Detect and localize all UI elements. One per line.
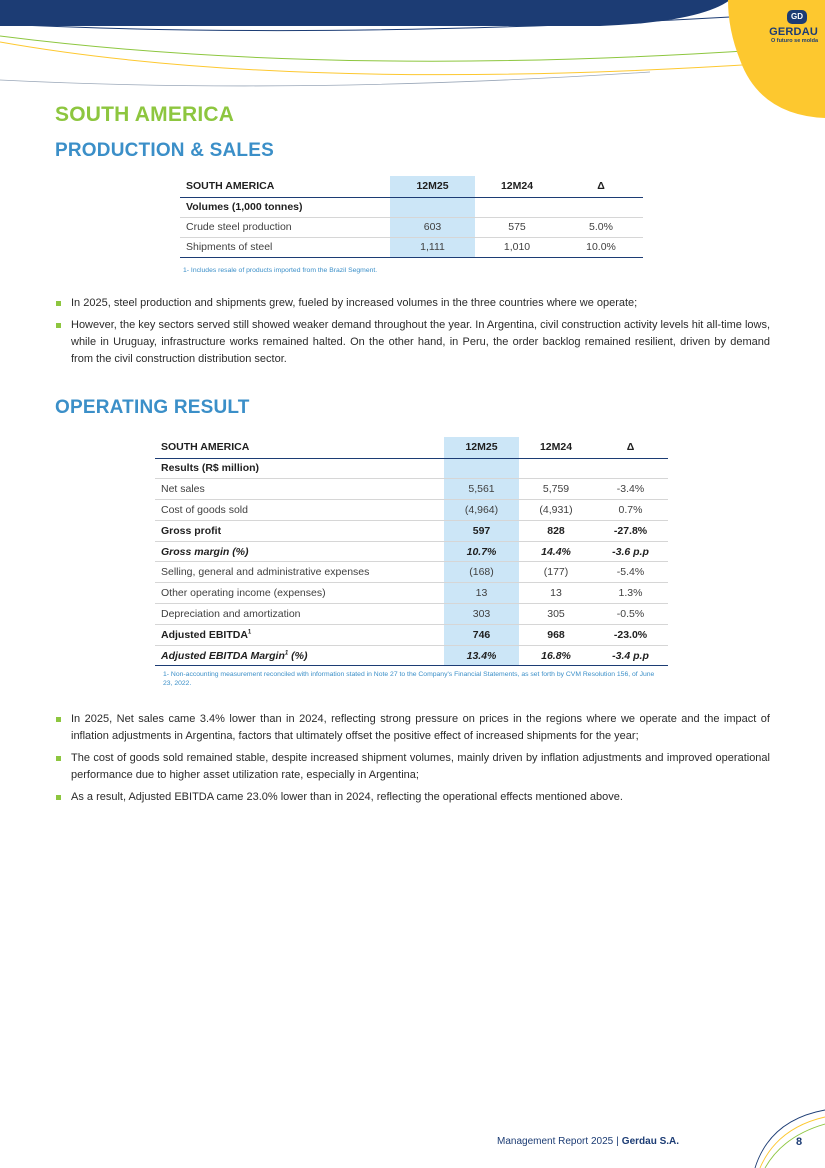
cell-12m25: 303 <box>444 604 519 625</box>
operating-heading: OPERATING RESULT <box>55 397 250 418</box>
group-label: Volumes (1,000 tonnes) <box>180 197 390 217</box>
column-header: 12M25 <box>444 437 519 458</box>
footnote-marker: 1 <box>284 650 289 657</box>
table-row <box>180 217 643 237</box>
column-header: Δ <box>593 437 668 458</box>
row-label: Crude steel production <box>180 217 390 237</box>
cell-12m25: 603 <box>390 217 475 237</box>
bullet-item: In 2025, Net sales came 3.4% lower than in 2024, reflecting strong pressure on prices in the regions where we operate and the impact of inflation adjustments in Argentina, factors that ultimately offset the positive effect of increased shipments for the year; <box>55 711 770 745</box>
row-label: Depreciation and amortization <box>155 604 444 625</box>
table-row <box>155 479 668 500</box>
table-row <box>155 604 668 625</box>
bullet-item: The cost of goods sold remained stable, despite increased shipment volumes, mainly driven by inflation adjustments and improved operational performance due to higher asset utilization rate, especially in Argentina; <box>55 750 770 784</box>
cell-delta: 1.3% <box>593 583 668 604</box>
cell-12m24: 16.8% <box>519 645 593 666</box>
table-group-row <box>155 458 668 479</box>
row-label: Gross profit <box>155 520 444 541</box>
logo-mark-icon: GD <box>787 10 807 24</box>
table-header-row <box>155 437 668 458</box>
cell-delta: -3.4% <box>593 479 668 500</box>
operating-footnote: 1- Non-accounting measurement reconciled with information stated in Note 27 to the Company's Financial Statements, as set forth by CVM Resolution 156, of June 23, 2022. <box>163 671 655 687</box>
column-header: 12M24 <box>519 437 593 458</box>
bullet-icon <box>56 795 61 800</box>
column-header: Δ <box>559 176 643 197</box>
production-footnote: 1- Includes resale of products imported from the Brazil Segment. <box>183 267 378 274</box>
table-row <box>155 624 668 645</box>
table-row <box>155 562 668 583</box>
table-row <box>155 500 668 521</box>
row-label: Adjusted EBITDA$^1$ <box>155 624 444 645</box>
page-footer <box>497 1136 679 1147</box>
table-row <box>180 237 643 257</box>
column-header: 12M25 <box>390 176 475 197</box>
cell-12m24: 13 <box>519 583 593 604</box>
operating-bullets <box>55 711 770 811</box>
operating-table <box>155 437 668 666</box>
cell-delta: -27.8% <box>593 520 668 541</box>
row-label: Other operating income (expenses) <box>155 583 444 604</box>
cell-12m25: 13 <box>444 583 519 604</box>
cell-12m25: (168) <box>444 562 519 583</box>
cell-12m25: 10.7% <box>444 541 519 562</box>
footer-separator: | <box>616 1136 619 1147</box>
production-bullets <box>55 295 770 373</box>
bullet-icon <box>56 717 61 722</box>
bullet-item: As a result, Adjusted EBITDA came 23.0% lower than in 2024, reflecting the operational effects mentioned above. <box>55 789 770 806</box>
table-row <box>155 645 668 666</box>
production-table <box>180 176 643 258</box>
cell-12m25: (4,964) <box>444 500 519 521</box>
production-heading: PRODUCTION & SALES <box>55 140 274 161</box>
row-label: Gross margin (%) <box>155 541 444 562</box>
bullet-item: However, the key sectors served still showed weaker demand throughout the year. In Argentina, civil construction activity levels hit all-time lows, while in Uruguay, infrastructure works remained halted. On the other hand, in Peru, the order backlog remained resilient, driven by demand from the civil construction distribution sector. <box>55 317 770 368</box>
table-group-row <box>180 197 643 217</box>
cell-delta: 10.0% <box>559 237 643 257</box>
section-title: SOUTH AMERICA <box>55 103 235 126</box>
bullet-icon <box>56 323 61 328</box>
column-header: SOUTH AMERICA <box>180 176 390 197</box>
cell-12m25: 5,561 <box>444 479 519 500</box>
table-header-row <box>180 176 643 197</box>
row-label: Cost of goods sold <box>155 500 444 521</box>
group-label: Results (R$ million) <box>155 458 444 479</box>
cell-delta: -23.0% <box>593 624 668 645</box>
cell-12m25: 13.4% <box>444 645 519 666</box>
cell-12m25: 1,111 <box>390 237 475 257</box>
report-title: Management Report 2025 <box>497 1136 614 1147</box>
row-label: Adjusted EBITDA Margin$^1$ (%) <box>155 645 444 666</box>
page-number: 8 <box>796 1136 803 1148</box>
cell-delta: -3.4 p.p <box>593 645 668 666</box>
cell-12m24: 5,759 <box>519 479 593 500</box>
cell-12m24: 828 <box>519 520 593 541</box>
cell-delta: -3.6 p.p <box>593 541 668 562</box>
column-header: 12M24 <box>475 176 559 197</box>
cell-12m24: 575 <box>475 217 559 237</box>
cell-12m24: 14.4% <box>519 541 593 562</box>
column-header: SOUTH AMERICA <box>155 437 444 458</box>
logo-tagline: O futuro se molda <box>770 38 818 44</box>
logo-name: GERDAU <box>769 26 818 38</box>
row-label: Selling, general and administrative expenses <box>155 562 444 583</box>
cell-delta: -0.5% <box>593 604 668 625</box>
cell-delta: 5.0% <box>559 217 643 237</box>
footer-decoration <box>745 1108 825 1168</box>
cell-12m24: 305 <box>519 604 593 625</box>
bullet-icon <box>56 756 61 761</box>
cell-12m24: 1,010 <box>475 237 559 257</box>
cell-12m24: (177) <box>519 562 593 583</box>
row-label: Net sales <box>155 479 444 500</box>
table-row <box>155 541 668 562</box>
cell-delta: -5.4% <box>593 562 668 583</box>
cell-12m24: 968 <box>519 624 593 645</box>
bullet-item: In 2025, steel production and shipments grew, fueled by increased volumes in the three countries where we operate; <box>55 295 770 312</box>
gerdau-logo <box>751 6 821 44</box>
company-name: Gerdau S.A. <box>621 1136 680 1147</box>
cell-12m25: 597 <box>444 520 519 541</box>
footnote-marker: 1 <box>247 629 252 636</box>
row-label: Shipments of steel <box>180 237 390 257</box>
table-row <box>155 583 668 604</box>
table-row <box>155 520 668 541</box>
bullet-icon <box>56 301 61 306</box>
cell-12m24: (4,931) <box>519 500 593 521</box>
cell-delta: 0.7% <box>593 500 668 521</box>
cell-12m25: 746 <box>444 624 519 645</box>
